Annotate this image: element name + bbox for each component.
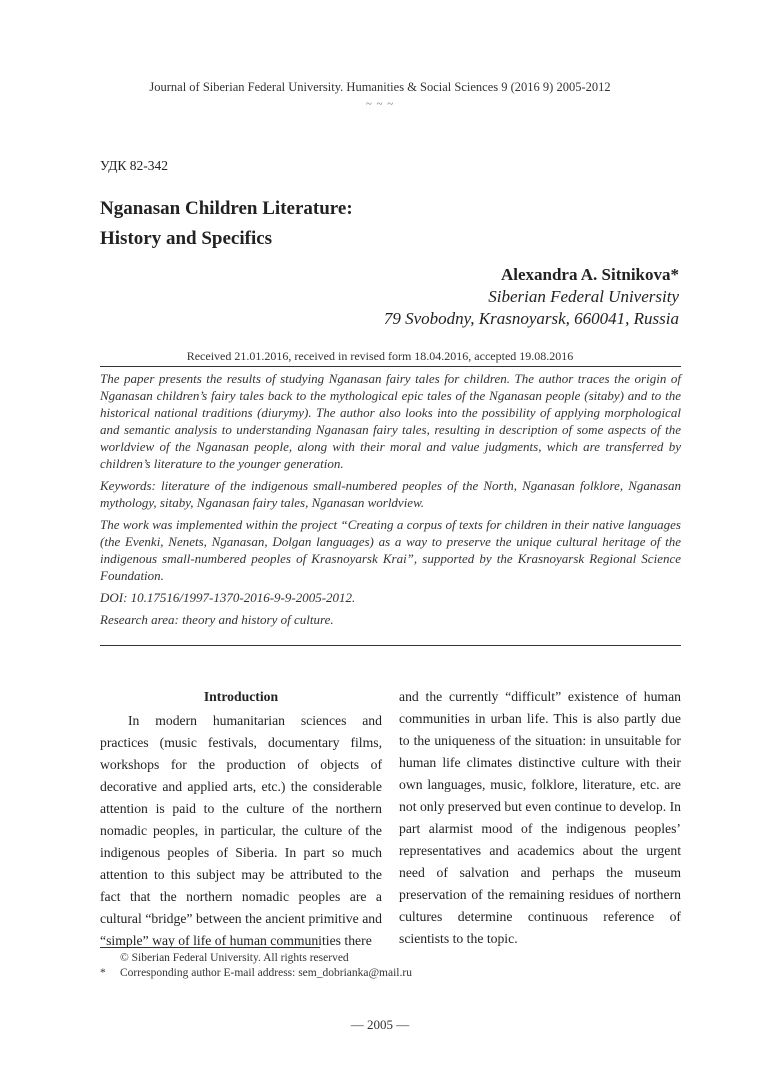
- page-number: ― 2005 ―: [350, 1017, 410, 1032]
- udk-code: УДК 82-342: [100, 158, 169, 173]
- footnote-copyright: © Siberian Federal University. All rights reserved: [120, 952, 349, 964]
- paper-title: [100, 194, 353, 254]
- abstract-top-rule: [100, 366, 681, 367]
- abstract-research-area: Research area: theory and history of culture.: [100, 612, 334, 627]
- received-dates: Received 21.01.2016, received in revised form 18.04.2016, accepted 19.08.2016: [186, 349, 574, 363]
- abstract-doi: DOI: 10.17516/1997-1370-2016-9-9-2005-2012.: [100, 590, 356, 605]
- abstract-bottom-rule: [100, 645, 681, 646]
- body-paragraph-left: In modern humanitarian sciences and practices (music festivals, documentary films, workshops for the production of objects of decorative and applied arts, etc.) the considerable attention is paid to the culture of the northern nomadic peoples, in particular, the culture of the indigenous peoples of Siberia. In part so much attention to this subject may be attributed to the fact that the northern nomadic peoples are a cultural “bridge” between the ancient primitive and “simple” way of life of human communities there: [100, 713, 382, 948]
- journal-header: Journal of Siberian Federal University. Humanities & Social Sciences 9 (2016 9) 2005-2012: [149, 80, 611, 94]
- body-column-left: [100, 686, 382, 952]
- body-paragraph-right: and the currently “difficult” existence of human communities in urban life. This is also partly due to the uniqueness of the situation: in unsuitable for human life climates distinctive culture with their own languages, music, folklore, literature, etc. are not only preserved but even continue to develop. In part alarmist mood of the indigenous peoples’ representatives and academics about the urgent need of salvation and perhaps the museum preservation of the remaining residues of northern cultures determine continuous reference of scientists to the topic.: [399, 689, 681, 946]
- author-address: 79 Svobodny, Krasnoyarsk, 660041, Russia: [383, 309, 679, 328]
- body-column-right: [399, 686, 681, 950]
- abstract-funding: The work was implemented within the project “Creating a corpus of texts for children in their native languages (the Evenki, Nenets, Nganasan, Dolgan languages) as a way to preserve the unique cultural heritage of the indigenous small-numbered peoples of Krasnoyarsk Krai”, supported by the Krasnoyarsk Regional Science Foundation.: [100, 517, 681, 583]
- footnote-rule: [100, 947, 320, 948]
- footnote-corresponding: [100, 966, 412, 980]
- footnote-email: Corresponding author E-mail address: sem_dobrianka@mail.ru: [120, 967, 412, 979]
- author-block: [384, 264, 679, 330]
- title-line-2: History and Specifics: [100, 228, 273, 249]
- header-ornament: ~ ~ ~: [365, 98, 395, 110]
- abstract: [100, 370, 681, 633]
- footnote-asterisk: *: [100, 967, 106, 979]
- author-name: Alexandra A. Sitnikova*: [500, 265, 679, 284]
- abstract-keywords: Keywords: literature of the indigenous small-numbered peoples of the North, Nganasan folklore, Nganasan mythology, sitaby, Nganasan fairy tales, Nganasan worldview.: [100, 478, 681, 510]
- abstract-summary: The paper presents the results of studying Nganasan fairy tales for children. The author traces the origin of Nganasan children’s fairy tales back to the mythological epic tales of the Nganasan people (sitaby) and to the historical national traditions (diurymy). The author also looks into the possibility of applying morphological and semantic analysis to understanding Nganasan fairy tales, resulting in description of some aspects of the worldview of the Nganasan people, along with their moral and value judgments, which are transferred by children’s literature to the younger generation.: [100, 371, 681, 471]
- author-affiliation: Siberian Federal University: [488, 287, 679, 306]
- introduction-heading: Introduction: [203, 689, 279, 704]
- title-line-1: Nganasan Children Literature:: [100, 198, 353, 219]
